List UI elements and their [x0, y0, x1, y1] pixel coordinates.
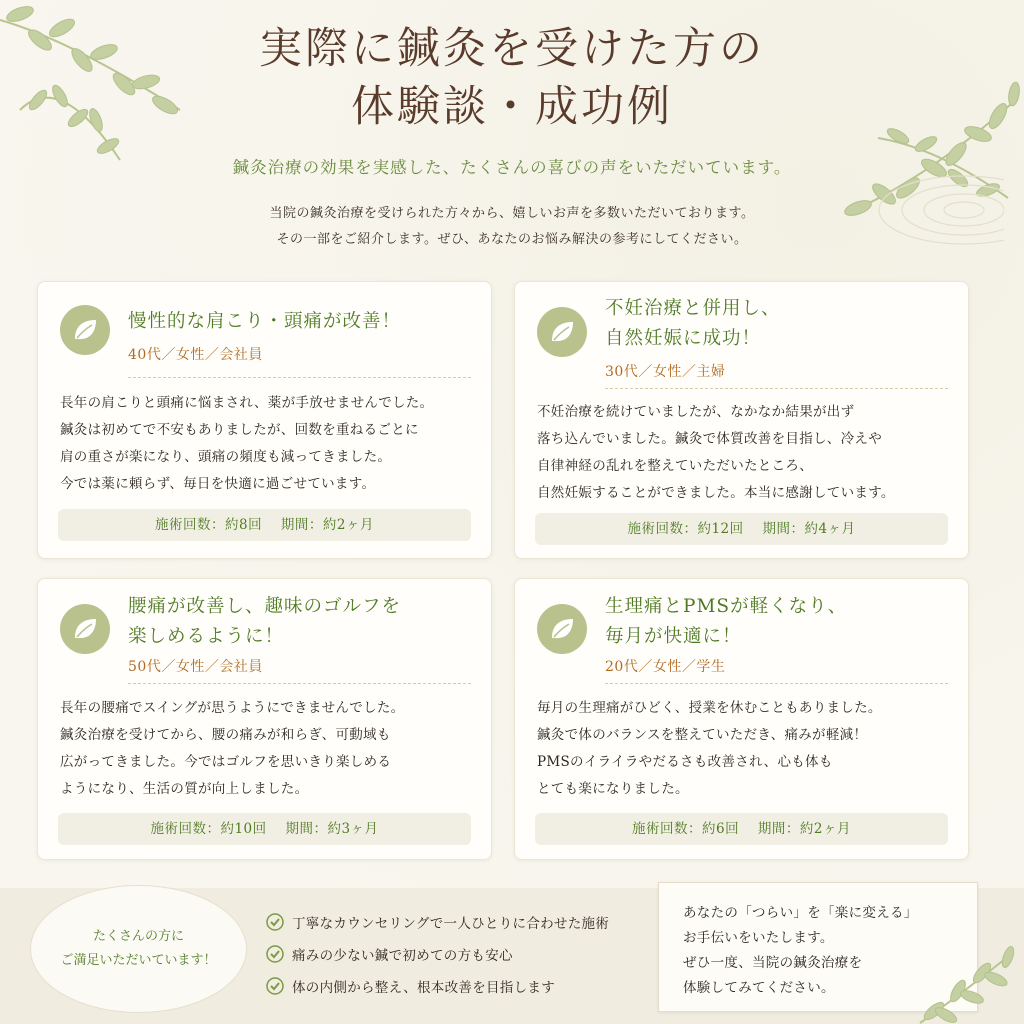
testimonial-meta: 30代／女性／主婦: [605, 364, 726, 380]
card-divider: [605, 388, 948, 389]
testimonial-stats: 施術回数：約12回 期間：約4ヶ月: [535, 513, 948, 545]
card-divider: [128, 683, 471, 684]
testimonial-title-line1: 不妊治療と併用し、: [605, 298, 781, 319]
check-icon: [266, 977, 284, 995]
testimonial-card: [514, 578, 969, 860]
checklist-item: [266, 906, 609, 938]
checklist-item-label: 体の内側から整え、根本改善を目指します: [292, 980, 556, 996]
testimonial-stats: 施術回数：約8回 期間：約2ヶ月: [58, 509, 471, 541]
testimonial-body: 長年の腰痛でスイングが思うようにできませんでした。 鍼灸治療を受けてから、腰の痛みが和らぎ、可動域も 広がってきました。今ではゴルフを思いきり楽しめる ようになり、生活の質が向上しました。: [60, 700, 405, 797]
testimonial-title-line1: 腰痛が改善し、趣味のゴルフを: [128, 596, 402, 617]
check-icon: [266, 913, 284, 931]
testimonial-stats: 施術回数：約6回 期間：約2ヶ月: [535, 813, 948, 845]
intro-line1: 当院の鍼灸治療を受けられた方々から、嬉しいお声を多数いただいております。: [269, 206, 755, 221]
page-title-line2: 体験談・成功例: [351, 82, 673, 132]
card-divider: [605, 683, 948, 684]
testimonial-title-line1: 慢性的な肩こり・頭痛が改善！: [128, 311, 402, 332]
intro-text: [0, 201, 1024, 253]
feature-checklist: [266, 906, 609, 1002]
page-title-line1: 実際に鍼灸を受けた方の: [259, 24, 765, 74]
leaf-icon: [60, 305, 110, 355]
page-subtitle: 鍼灸治療の効果を実感した、たくさんの喜びの声をいただいています。: [232, 158, 792, 177]
testimonial-title: [128, 592, 471, 652]
testimonial-meta: 20代／女性／学生: [605, 659, 726, 675]
testimonial-meta: 50代／女性／会社員: [128, 659, 263, 675]
testimonial-title-line2: 毎月が快適に！: [605, 626, 742, 647]
testimonial-title-line1: 生理痛とPMSが軽くなり、: [605, 596, 848, 617]
testimonial-card: [37, 281, 492, 559]
message-text: あなたの「つらい」を「楽に変える」 お手伝いをいたします。 ぜひ一度、当院の鍼灸治療を 体験してみてください。: [683, 905, 918, 996]
intro-line2: その一部をご紹介します。ぜひ、あなたのお悩み解決の参考にしてください。: [276, 232, 748, 247]
leaf-icon: [537, 604, 587, 654]
testimonial-title: [605, 294, 948, 354]
check-icon: [266, 945, 284, 963]
testimonial-title: [128, 307, 471, 337]
page-title: [0, 20, 1024, 136]
card-divider: [128, 377, 471, 378]
testimonial-body: 不妊治療を続けていましたが、なかなか結果が出ず 落ち込んでいました。鍼灸で体質改善を目指し、冷えや 自律神経の乱れを整えていただいたところ、 自然妊娠することができました。本当に感謝しています。: [537, 404, 895, 501]
testimonial-card: [37, 578, 492, 860]
checklist-item: [266, 970, 609, 1002]
testimonial-title-line2: 自然妊娠に成功！: [605, 328, 762, 349]
checklist-item-label: 丁寧なカウンセリングで一人ひとりに合わせた施術: [292, 916, 610, 932]
testimonial-title: [605, 592, 948, 652]
satisfaction-oval: たくさんの方に ご満足いただいています！: [30, 885, 247, 1013]
testimonial-meta: 40代／女性／会社員: [128, 347, 263, 363]
checklist-item-label: 痛みの少ない鍼で初めての方も安心: [292, 948, 513, 964]
testimonial-body: 毎月の生理痛がひどく、授業を休むこともありました。 鍼灸で体のバランスを整えていただき、痛みが軽減！ PMSのイライラやだるさも改善され、心も体も とても楽になりました。: [537, 700, 882, 797]
leaf-icon: [60, 604, 110, 654]
testimonial-body: 長年の肩こりと頭痛に悩まされ、薬が手放せませんでした。 鍼灸は初めてで不安もありましたが、回数を重ねるごとに 肩の重さが楽になり、頭痛の頻度も減ってきました。 今では薬に頼らず、毎日を快適に過ごせています。: [60, 395, 434, 492]
testimonial-stats: 施術回数：約10回 期間：約3ヶ月: [58, 813, 471, 845]
checklist-item: [266, 938, 609, 970]
testimonial-title-line2: 楽しめるように！: [128, 626, 285, 647]
branch-decoration-bottom-right: [910, 945, 1020, 1024]
testimonial-card: [514, 281, 969, 559]
leaf-icon: [537, 307, 587, 357]
